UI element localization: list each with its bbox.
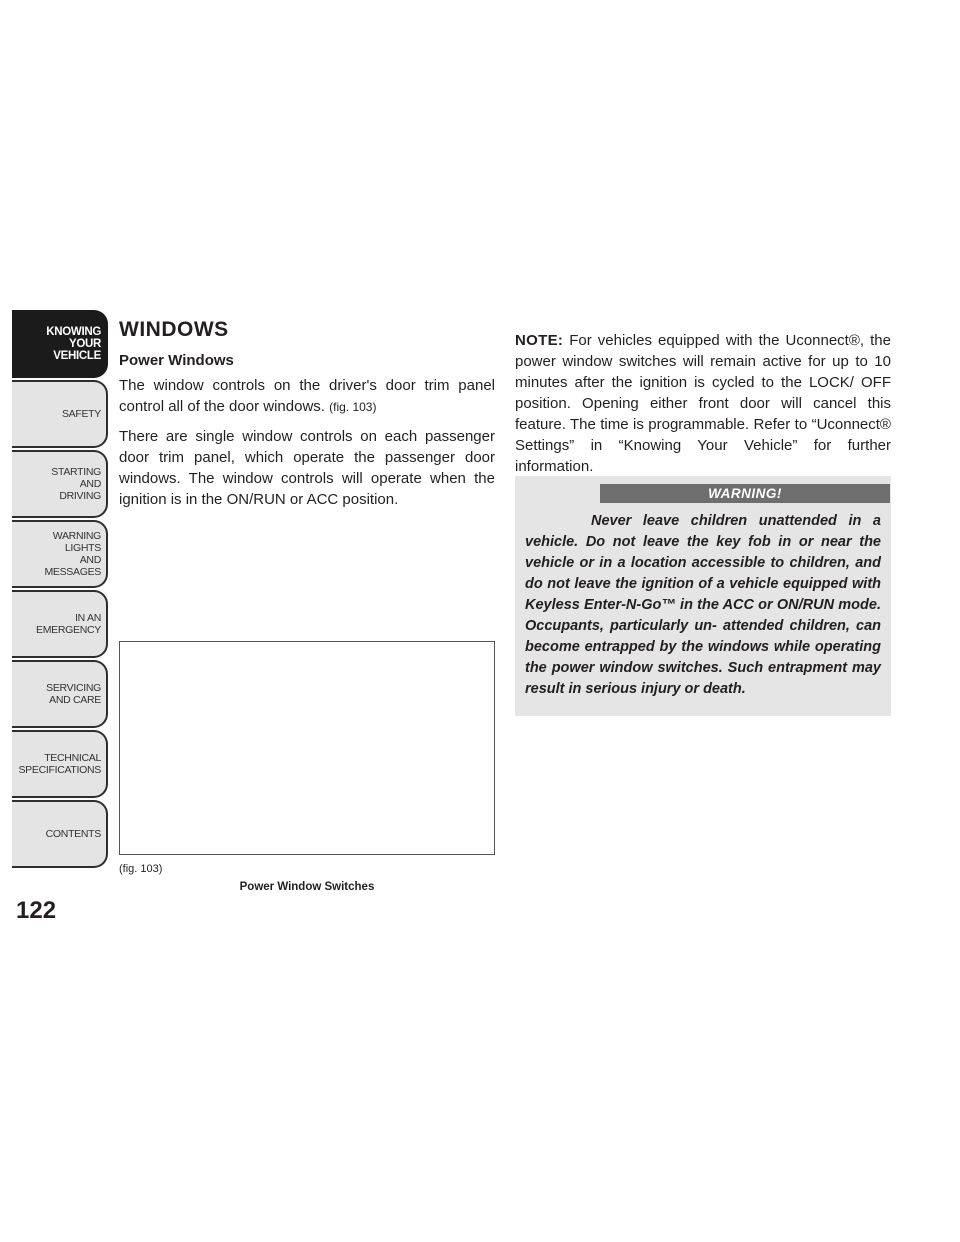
tab-label: VEHICLE (53, 350, 101, 362)
tab-label: SAFETY (61, 408, 101, 420)
tab-safety[interactable] (12, 380, 108, 448)
tab-label: LIGHTS (64, 542, 101, 554)
left-column (119, 318, 495, 518)
figure-label: (fig. 103) (119, 863, 163, 875)
paragraph-text: The window controls on the driver's door trim panel control all of the door windows. (119, 377, 495, 415)
tab-contents[interactable] (12, 800, 108, 868)
tab-label: KNOWING (46, 326, 101, 338)
subsection-title: Power Windows (119, 352, 234, 369)
note-text: For vehicles equipped with the Uconnect®, the power window switches will remain active for up to 10 minutes after the ignition is cycled to the LOCK/ OFF position. Opening either front door will cancel this feature. The time is programmable. Refer to “Uconnect® Settings” in “Knowing Your Vehicle” for further information. (515, 332, 891, 475)
paragraph: There are single window controls on each passenger door trim panel, which operate the passenger door windows. The window controls will operate when the ignition is in the ON/RUN or ACC position. (119, 428, 495, 508)
tab-starting-and-driving[interactable] (12, 450, 108, 518)
tab-warning-lights-and-messages[interactable] (12, 520, 108, 588)
tab-servicing-and-care[interactable] (12, 660, 108, 728)
tab-label: EMERGENCY (36, 624, 101, 636)
tab-label: DRIVING (59, 490, 101, 502)
tab-label: SPECIFICATIONS (18, 764, 101, 776)
warning-text (525, 511, 881, 700)
section-title: WINDOWS (119, 318, 229, 341)
figure-image-frame (119, 641, 495, 855)
page-number: 122 (16, 897, 57, 924)
tab-technical-specifications[interactable] (12, 730, 108, 798)
tab-label: AND CARE (49, 694, 101, 706)
note-label: NOTE: (515, 332, 564, 349)
tab-label: IN AN (75, 612, 101, 624)
tab-label: AND (79, 554, 101, 566)
tab-label: TECHNICAL (44, 752, 101, 764)
tab-label: WARNING (52, 530, 101, 542)
tab-label: MESSAGES (44, 566, 101, 578)
paragraph (119, 375, 495, 418)
warning-body: Never leave children unattended in a vehicle. Do not leave the key fob in or near the vehicle or in a location accessible to children, and do not leave the ignition of a vehicle equipped with Keyless Enter-N-Go™ in the ACC or ON/RUN mode. Occupants, particularly un- attended children, can become entrapped by the windows while operating the power window switches. Such entrapment may result in serious injury or death. (525, 513, 881, 697)
figure-reference[interactable]: (fig. 103) (329, 400, 377, 414)
tab-in-an-emergency[interactable] (12, 590, 108, 658)
right-column (515, 330, 891, 477)
tab-label: CONTENTS (45, 828, 101, 840)
warning-heading: WARNING! (600, 484, 890, 503)
tab-label: AND (79, 478, 101, 490)
tab-label: YOUR (68, 338, 101, 350)
chapter-tabs (12, 310, 108, 870)
tab-label: SERVICING (46, 682, 101, 694)
figure-caption: Power Window Switches (239, 881, 375, 893)
note-paragraph (515, 330, 891, 477)
warning-box (515, 476, 891, 716)
tab-label: STARTING (51, 466, 101, 478)
tab-knowing-your-vehicle[interactable] (12, 310, 108, 378)
